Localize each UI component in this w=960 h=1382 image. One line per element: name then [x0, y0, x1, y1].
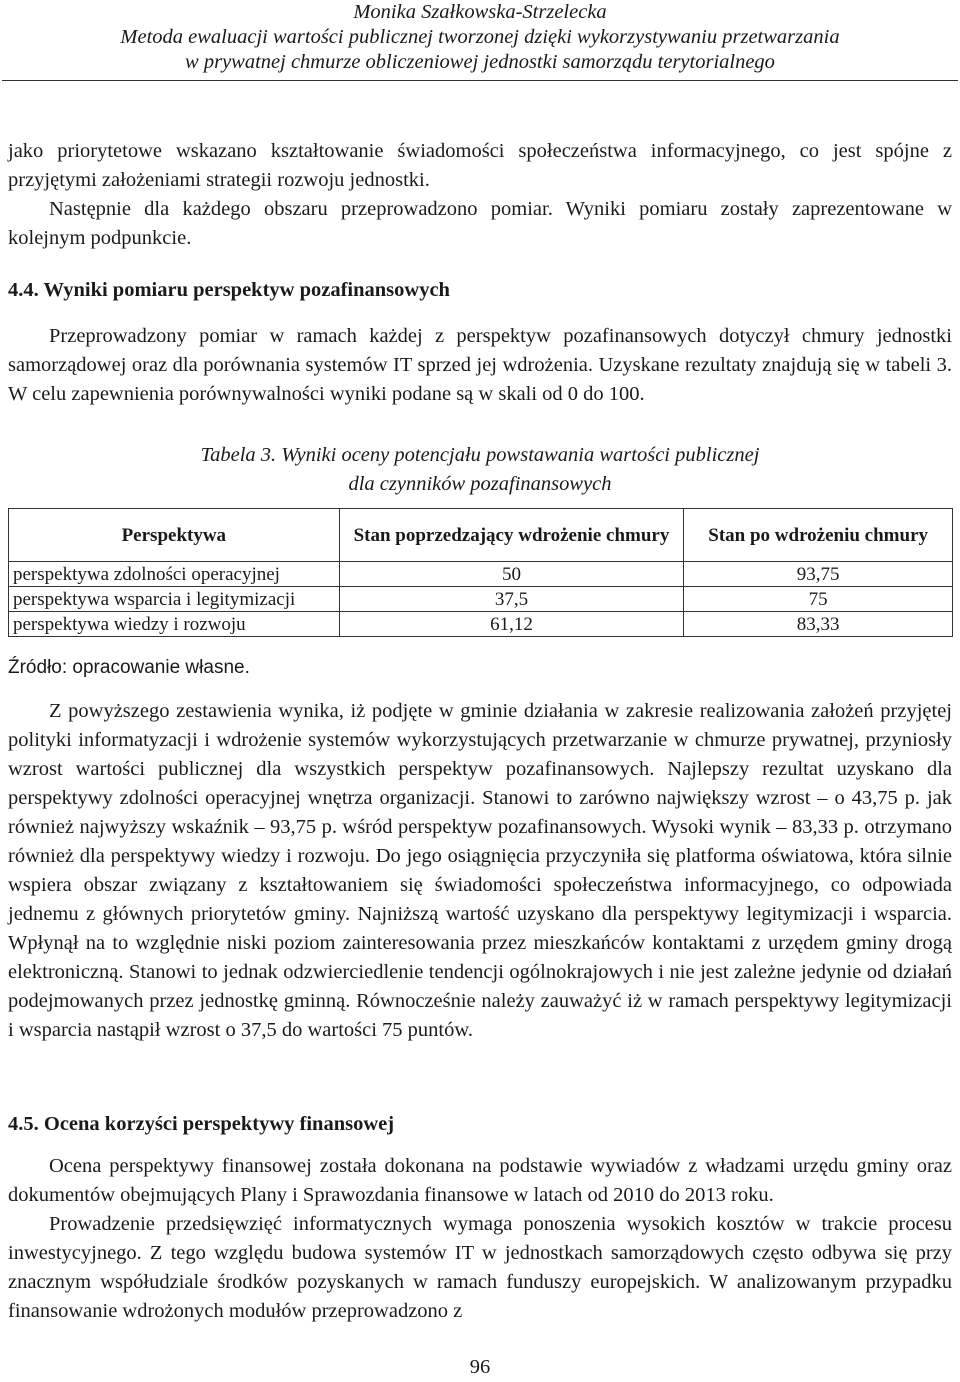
row-label: perspektywa wsparcia i legitymizacji [9, 587, 340, 612]
section-4-4 [8, 276, 952, 305]
table-row [9, 612, 953, 637]
section-4-4-heading: 4.4. Wyniki pomiaru perspektyw pozafinansowych [8, 279, 450, 301]
header-title-line1: Metoda ewaluacji wartości publicznej tworzonej dzięki wykorzystywaniu przetwarzania [120, 26, 840, 48]
section-4-5-paragraph-1: Ocena perspektywy finansowej została dokonana na podstawie wywiadów z władzami urzędu gminy oraz dokumentów obejmujących Plany i Sprawozdania finansowe w latach od 2010 do 2013 roku. [8, 1155, 952, 1206]
row-before-value: 61,12 [339, 612, 684, 637]
row-after-value: 93,75 [684, 562, 953, 587]
section-4-4-body: Przeprowadzony pomiar w ramach każdej z perspektyw pozafinansowych dotyczył chmury jednostki samorządowej oraz dla porównania systemów IT sprzed jej wdrożenia. Uzyskane rezultaty znajdują się w tabeli 3. W celu zapewnienia porównywalności wyniki podane są w skali od 0 do 100. [8, 325, 952, 405]
running-header [0, 0, 960, 75]
intro-text [8, 137, 952, 253]
discussion-text [8, 697, 952, 1045]
section-4-5-heading: 4.5. Ocena korzyści perspektywy finansowej [8, 1113, 395, 1135]
table-header-row [9, 509, 953, 562]
discussion-paragraph: Z powyższego zestawienia wynika, iż podjęte w gminie działania w zakresie realizowania założeń przyjętej polityki informatyzacji i wdrożenie systemów wykorzystujących przetwarzanie w chmurze prywatnej, przyniosły wzrost wartości publicznej dla wszystkich perspektyw pozafinansowych. Najlepszy rezultat uzyskano dla perspektywy zdolności operacyjnej wnętrza organizacji. Stanowi to zarówno największy wzrost – o 43,75 p. jak również najwyższy wskaźnik – 93,75 p. wśród perspektyw pozafinansowych. Wysoki wynik – 83,33 p. otrzymano również dla perspektywy wiedzy i rozwoju. Do jego osiągnięcia przyczyniła się platforma oświatowa, która silnie wspiera obszar związany z kształtowaniem się świadomości społeczeństwa informacyjnego, co odpowiada jednemu z głównych priorytetów gminy. Najniższą wartość uzyskano dla perspektywy legitymizacji i wsparcia. Wpłynął na to względnie niski poziom zainteresowania przez mieszkańców kontaktami z urzędem gminy drogą elektroniczną. Stanowi to jednak odzwierciedlenie tendencji ogólnokrajowych i nie jest zależne jedynie od działań podejmowanych przez jednostkę gminną. Równocześnie należy zauważyć iż w ramach perspektywy legitymizacji i wsparcia nastąpił wzrost o 37,5 do wartości 75 puntów. [8, 700, 952, 1041]
header-after: Stan po wdrożeniu chmury [684, 509, 953, 562]
header-before: Stan poprzedzający wdrożenie chmury [339, 509, 684, 562]
header-divider [2, 80, 958, 81]
row-after-value: 83,33 [684, 612, 953, 637]
results-table [8, 508, 953, 637]
row-after-value: 75 [684, 587, 953, 612]
intro-paragraph-2: Następnie dla każdego obszaru przeprowadzono pomiar. Wyniki pomiaru zostały zaprezentowane w kolejnym podpunkcie. [8, 198, 952, 249]
header-author: Monika Szałkowska-Strzelecka [353, 1, 607, 23]
row-label: perspektywa zdolności operacyjnej [9, 562, 340, 587]
table-row [9, 562, 953, 587]
table-caption-line1: Tabela 3. Wyniki oceny potencjału powstawania wartości publicznej [200, 444, 760, 466]
row-label: perspektywa wiedzy i rozwoju [9, 612, 340, 637]
row-before-value: 50 [339, 562, 684, 587]
section-4-5-text [8, 1152, 952, 1326]
header-perspective: Perspektywa [9, 509, 340, 562]
intro-paragraph-1: jako priorytetowe wskazano kształtowanie świadomości społeczeństwa informacyjnego, co jest spójne z przyjętymi założeniami strategii rozwoju jednostki. [8, 140, 952, 191]
header-title-line2: w prywatnej chmurze obliczeniowej jednostki samorządu terytorialnego [185, 51, 775, 73]
row-before-value: 37,5 [339, 587, 684, 612]
section-4-4-paragraph [8, 322, 952, 409]
table-row [9, 587, 953, 612]
page-number: 96 [469, 1356, 491, 1378]
table-caption-line2: dla czynników pozafinansowych [348, 473, 612, 495]
table-caption [0, 441, 960, 499]
section-4-5 [8, 1110, 952, 1139]
section-4-5-paragraph-2: Prowadzenie przedsięwzięć informatycznych wymaga ponoszenia wysokich kosztów w trakcie procesu inwestycyjnego. Z tego względu budowa systemów IT w jednostkach samorządowych często odbywa się przy znacznym współudziale środków pozyskanych w ramach funduszy europejskich. W analizowanym przypadku finansowanie wdrożonych modułów przeprowadzono z [8, 1213, 952, 1322]
table-source-note: Źródło: opracowanie własne. [8, 657, 250, 678]
